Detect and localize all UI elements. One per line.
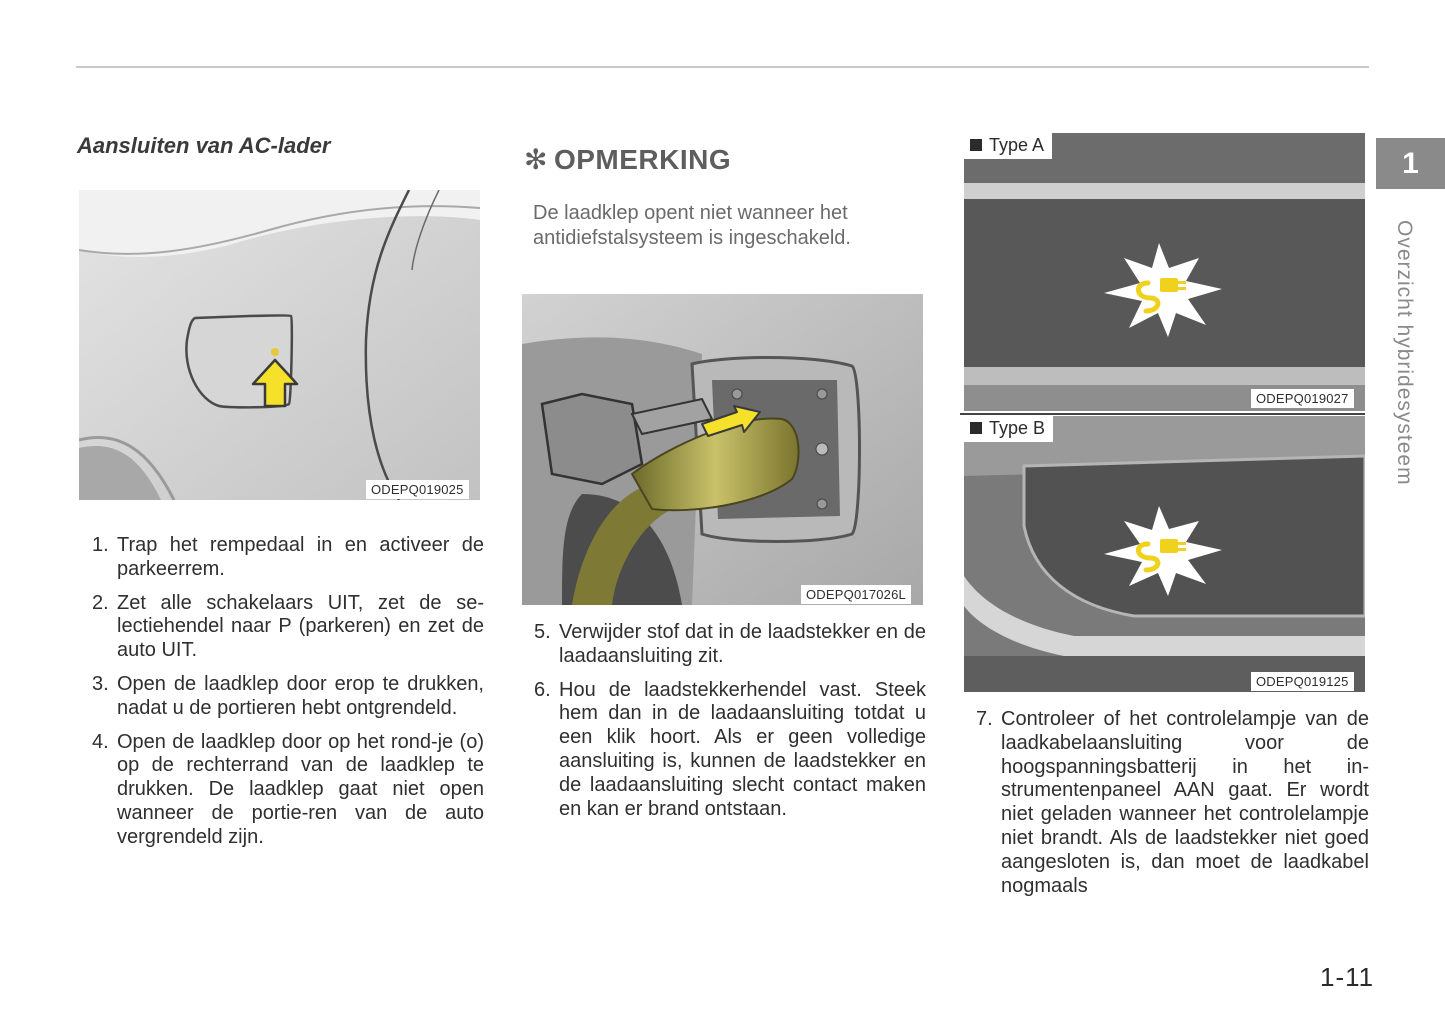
step-text: Hou de laadstekkerhendel vast. Steek hem dan in de laadaansluiting totdat u een klik hoort. Als er geen volledige aansluiting is, kunnen de laadstekker en de laadaansluiting slecht contact maken en kan er brand ontstaan. bbox=[559, 678, 926, 820]
step-text: Zet alle schakelaars UIT, zet de se-lectiehendel naar P (parkeren) en zet de auto UIT. bbox=[117, 591, 484, 662]
note-title bbox=[524, 143, 731, 176]
type-b-label bbox=[964, 416, 1053, 442]
list-item bbox=[79, 731, 484, 850]
step-number: 2. bbox=[92, 591, 109, 614]
top-rule bbox=[76, 66, 1369, 68]
note-title-text: OPMERKING bbox=[553, 144, 732, 175]
square-bullet-icon bbox=[970, 139, 982, 151]
step-number: 5. bbox=[534, 621, 551, 643]
figure-caption: ODEPQ019025 bbox=[366, 480, 469, 499]
charging-plug-figure bbox=[522, 294, 923, 605]
charging-plug-illustration bbox=[522, 294, 923, 605]
square-bullet-icon bbox=[970, 422, 982, 434]
step-number: 7. bbox=[976, 708, 993, 730]
list-item bbox=[963, 708, 1369, 898]
list-item bbox=[79, 673, 484, 721]
step-number: 6. bbox=[534, 678, 551, 701]
step-text: Open de laadklep door erop te drukken, nadat u de portieren hebt ontgrendeld. bbox=[117, 672, 484, 719]
type-b-illustration bbox=[964, 416, 1365, 692]
type-a-label-text: Type A bbox=[989, 135, 1045, 155]
note-star-icon: ✻ bbox=[524, 144, 548, 175]
type-a-figure bbox=[964, 133, 1365, 411]
step-number: 4. bbox=[92, 730, 109, 753]
type-a-label bbox=[964, 133, 1052, 159]
step-number: 1. bbox=[92, 534, 109, 556]
middle-steps-list bbox=[521, 621, 926, 831]
fuel-door-figure bbox=[79, 190, 480, 500]
step-text: Open de laadklep door op het rond-je (o) op de rechterrand van de laadklep te drukken. De laadklep gaat niet open wanneer de portie-ren van de auto vergrendeld zijn. bbox=[117, 730, 484, 848]
chapter-tab: 1 bbox=[1376, 138, 1445, 189]
note-text: De laadklep opent niet wanneer het antidiefstalsysteem is ingeschakeld. bbox=[533, 202, 851, 249]
type-b-label-text: Type B bbox=[989, 418, 1046, 438]
chapter-title: Overzicht hybridesysteem bbox=[1393, 220, 1416, 486]
figure-caption: ODEPQ019125 bbox=[1251, 672, 1354, 691]
step-text: Verwijder stof dat in de laadstekker en de laadaansluiting zit. bbox=[559, 621, 926, 667]
step-text: Controleer of het controlelampje van de laadkabelaansluiting voor de hoogspanningsbatterij in het in-strumentenpaneel AAN gaat. Er wordt niet geladen wanneer het controlelampje niet brandt. Als de laadstekker niet goed aangesloten is, dan moet de laadkabel nogmaals bbox=[1001, 708, 1369, 897]
right-steps-list bbox=[963, 708, 1369, 908]
type-b-figure bbox=[964, 416, 1365, 692]
figure-caption: ODEPQ017026L bbox=[801, 585, 911, 604]
car-side-illustration bbox=[79, 190, 480, 500]
left-steps-list bbox=[79, 534, 484, 860]
step-text: Trap het rempedaal in en activeer de parkeerrem. bbox=[117, 534, 484, 580]
step-number: 3. bbox=[92, 672, 109, 695]
page-number: 1-11 bbox=[1320, 962, 1375, 992]
type-a-illustration bbox=[964, 133, 1365, 411]
list-item bbox=[521, 621, 926, 669]
list-item bbox=[521, 679, 926, 822]
figure-divider bbox=[960, 413, 1365, 415]
list-item bbox=[79, 592, 484, 663]
figure-caption: ODEPQ019027 bbox=[1251, 389, 1354, 408]
list-item bbox=[79, 534, 484, 582]
section-heading: Aansluiten van AC-lader bbox=[77, 133, 331, 158]
